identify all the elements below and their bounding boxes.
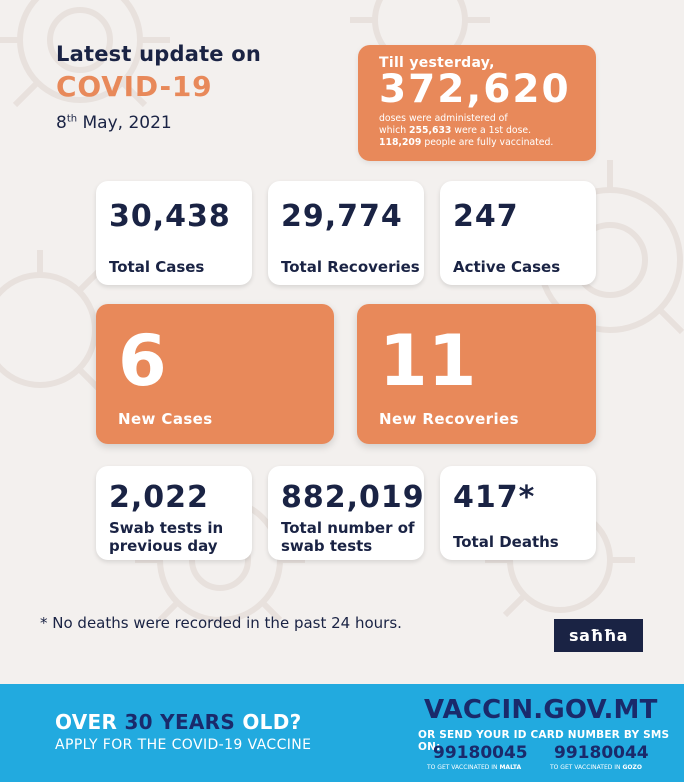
total-cases-card bbox=[96, 181, 252, 285]
total-deaths-value: 417* bbox=[453, 480, 536, 515]
gozo-phone-number: 99180044 bbox=[554, 743, 649, 763]
total-recoveries-value: 29,774 bbox=[281, 199, 403, 234]
total-deaths-label: Total Deaths bbox=[453, 533, 559, 551]
date-suffix: th bbox=[66, 113, 78, 125]
gozo-caption-b: GOZO bbox=[622, 764, 642, 771]
new-recoveries-label: New Recoveries bbox=[379, 410, 519, 428]
total-deaths-card bbox=[440, 466, 596, 560]
active-cases-label: Active Cases bbox=[453, 258, 561, 276]
vaccination-details bbox=[379, 113, 580, 149]
vaccination-text-d: people are fully vaccinated. bbox=[421, 137, 554, 148]
date-rest: May, 2021 bbox=[77, 113, 172, 133]
header-subject: COVID-19 bbox=[56, 70, 213, 103]
malta-caption bbox=[427, 764, 521, 771]
total-cases-value: 30,438 bbox=[109, 199, 231, 234]
new-cases-card bbox=[96, 304, 334, 444]
date-day: 8 bbox=[56, 113, 67, 133]
sahha-logo: saħħa bbox=[554, 619, 643, 652]
banner-headline-b: OLD? bbox=[235, 710, 302, 734]
active-cases-value: 247 bbox=[453, 199, 519, 234]
header-date bbox=[56, 113, 261, 133]
vaccination-text-a: doses were administered of bbox=[379, 113, 508, 124]
malta-caption-a: TO GET VACCINATED IN bbox=[427, 764, 500, 771]
total-recoveries-card bbox=[268, 181, 424, 285]
new-recoveries-card bbox=[357, 304, 596, 444]
banner-subline: APPLY FOR THE COVID-19 VACCINE bbox=[55, 737, 312, 753]
first-dose-count: 255,633 bbox=[409, 125, 452, 136]
new-cases-value: 6 bbox=[118, 320, 167, 402]
total-swab-tests-value: 882,019 bbox=[281, 480, 425, 515]
vaccine-website-link[interactable]: VACCIN.GOV.MT bbox=[424, 695, 658, 725]
malta-phone-number: 99180045 bbox=[433, 743, 528, 763]
swab-tests-previous-card bbox=[96, 466, 252, 560]
total-swab-tests-label-line2: swab tests bbox=[281, 537, 373, 555]
banner-headline-highlight: 30 YEARS bbox=[124, 710, 236, 734]
swab-tests-previous-label bbox=[109, 519, 223, 555]
total-swab-tests-card bbox=[268, 466, 424, 560]
gozo-caption bbox=[550, 764, 642, 771]
swab-tests-previous-value: 2,022 bbox=[109, 480, 209, 515]
new-recoveries-value: 11 bbox=[379, 320, 477, 402]
vaccination-prefix: Till yesterday, bbox=[379, 55, 495, 71]
fully-vaccinated-count: 118,209 bbox=[379, 137, 422, 148]
banner-headline-a: OVER bbox=[55, 710, 125, 734]
sms-instruction: OR SEND YOUR ID CARD NUMBER BY SMS ON: bbox=[418, 729, 670, 753]
deaths-footnote: * No deaths were recorded in the past 24 hours. bbox=[40, 614, 402, 632]
new-cases-label: New Cases bbox=[118, 410, 213, 428]
banner-headline bbox=[55, 710, 302, 734]
header-title: Latest update on bbox=[56, 42, 262, 66]
vaccination-total: 372,620 bbox=[379, 67, 571, 112]
vaccination-card bbox=[358, 45, 596, 161]
vaccination-text-c: were a 1st dose. bbox=[451, 125, 532, 136]
total-recoveries-label: Total Recoveries bbox=[281, 258, 420, 276]
vaccination-text-b: which bbox=[379, 125, 410, 136]
page-header bbox=[56, 42, 261, 133]
swab-tests-previous-label-line1: Swab tests in bbox=[109, 519, 224, 537]
total-swab-tests-label bbox=[281, 519, 415, 555]
gozo-caption-a: TO GET VACCINATED IN bbox=[550, 764, 623, 771]
vaccine-banner bbox=[0, 684, 684, 782]
total-swab-tests-label-line1: Total number of bbox=[281, 519, 415, 537]
swab-tests-previous-label-line2: previous day bbox=[109, 537, 218, 555]
active-cases-card bbox=[440, 181, 596, 285]
total-cases-label: Total Cases bbox=[109, 258, 205, 276]
malta-caption-b: MALTA bbox=[499, 764, 522, 771]
